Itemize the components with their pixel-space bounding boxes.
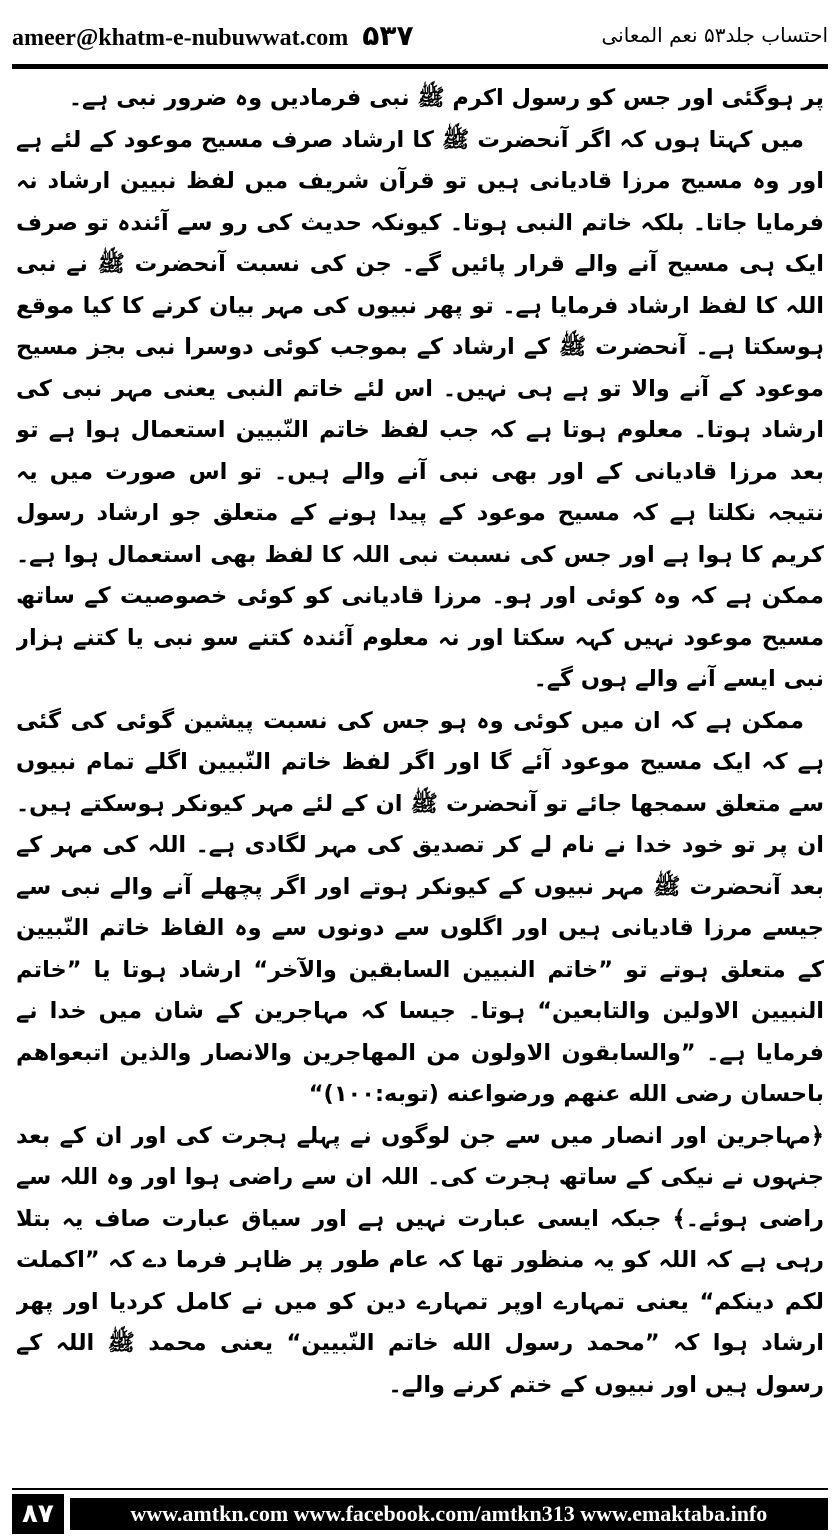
header-divider — [12, 64, 828, 69]
header-book-title: احتساب جلد۵۳ نعم المعانی — [601, 23, 828, 47]
paragraph-2: میں کہتا ہوں کہ اگر آنحضرت ﷺ کا ارشاد صرف مسیح موعود کے لئے ہے اور وہ مسیح مرزا قادیانی ہیں تو قرآن شریف میں لفظ نبیین ارشاد نہ فرمایا جاتا۔ بلکہ خاتم النبی ہوتا۔ کیونکہ حدیث کی رو سے آئندہ تو صرف ایک ہی مسیح آنے والے قرار پائیں گے۔ جن کی نسبت آنحضرت ﷺ نے نبی اللہ کا لفظ ارشاد فرمایا ہے۔ تو پھر نبیوں کی مہر بیان کرنے کا کیا موقع ہوسکتا ہے۔ آنحضرت ﷺ کے ارشاد کے بموجب کوئی دوسرا نبی بجز مسیح موعود کے آنے والا تو ہے ہی نہیں۔ اس لئے خاتم النبی یعنی مہر نبی کی ارشاد ہوتا۔ معلوم ہوتا ہے کہ جب لفظ خاتم النّبیین استعمال ہوا ہے تو بعد مرزا قادیانی کے اور بھی نبی آنے والے ہیں۔ تو اس صورت میں یہ نتیجہ نکلتا ہے کہ مسیح موعود کے پیدا ہونے کے متعلق جو ارشاد رسول کریم کا ہوا ہے اور جس کی نسبت نبی اللہ کا لفظ بھی استعمال ہوا ہے۔ ممکن ہے کہ وہ کوئی اور ہو۔ مرزا قادیانی کو کوئی خصوصیت کے ساتھ مسیح موعود نہیں کہہ سکتا اور نہ معلوم آئندہ کتنے سو نبی یا کتنے ہزار نبی ایسے آنے والے ہوں گے۔ — [16, 126, 824, 692]
footer-page-number: ۸۷ — [12, 1494, 64, 1534]
paragraph-1: پر ہوگئی اور جس کو رسول اکرم ﷺ نبی فرمادیں وہ ضرور نبی ہے۔ — [68, 85, 824, 111]
header-left-group — [12, 19, 414, 52]
header-email[interactable]: ameer@khatm-e-nubuwwat.com — [12, 24, 349, 51]
paragraph-3: ممکن ہے کہ ان میں کوئی وہ ہو جس کی نسبت پیشین گوئی کی گئی ہے کہ ایک مسیح موعود آئے گا اور اگر لفظ خاتم النّبیین اگلے تمام نبیوں سے متعلق سمجھا جائے تو آنحضرت ﷺ ان کے لئے مہر کیونکر ہوسکتے ہیں۔ ان پر تو خود خدا نے نام لے کر تصدیق کی مہر لگادی ہے۔ اللہ کی مہر کے بعد آنحضرت ﷺ مہر نبیوں کے کیونکر ہوتے اور اگر پچھلے آنے والے نبی سے جیسے مرزا قادیانی ہیں اور اگلوں سے دونوں سے وہ الفاظ خاتم النّبیین کے متعلق ہوتے تو ”خاتم النبیین السابقین والآخر“ ارشاد ہوتا یا ”خاتم النبیین الاولین والتابعین“ ہوتا۔ جیسا کہ مہاجرین کے شان میں خدا نے فرمایا ہے۔ ”والسابقون الاولون من المهاجرین والانصار والذین اتبعواهم باحسان رضی الله عنهم ورضواعنه (توبه:۱۰۰)“ — [16, 707, 824, 1107]
header-page-number: ۵۳۷ — [362, 18, 414, 52]
footer-links[interactable]: www.amtkn.com www.facebook.com/amtkn313 www.emaktaba.info — [70, 1498, 828, 1530]
body-text — [16, 78, 824, 1458]
paragraph-4: ﴿مہاجرین اور انصار میں سے جن لوگوں نے پہلے ہجرت کی اور ان کے بعد جنہوں نے نیکی کے ساتھ ہجرت کی۔ اللہ ان سے راضی ہوا اور وہ اللہ سے راضی ہوئے۔﴾ جبکہ ایسی عبارت نہیں ہے اور سیاق عبارت صاف یہ بتلا رہی ہے کہ اللہ کو یہ منظور تھا کہ عام طور پر ظاہر فرما دے کہ ”اکملت لکم دینکم“ یعنی تمہارے اوپر تمہارے دین کو میں نے کامل کردیا اور پھر ارشاد ہوا کہ ”محمد رسول الله خاتم النّبیین“ یعنی محمد ﷺ اللہ کے رسول ہیں اور نبیوں کے ختم کرنے والے۔ — [16, 1122, 824, 1398]
page-footer — [12, 1494, 828, 1534]
footer-divider — [12, 1488, 828, 1490]
page-header — [12, 12, 828, 58]
